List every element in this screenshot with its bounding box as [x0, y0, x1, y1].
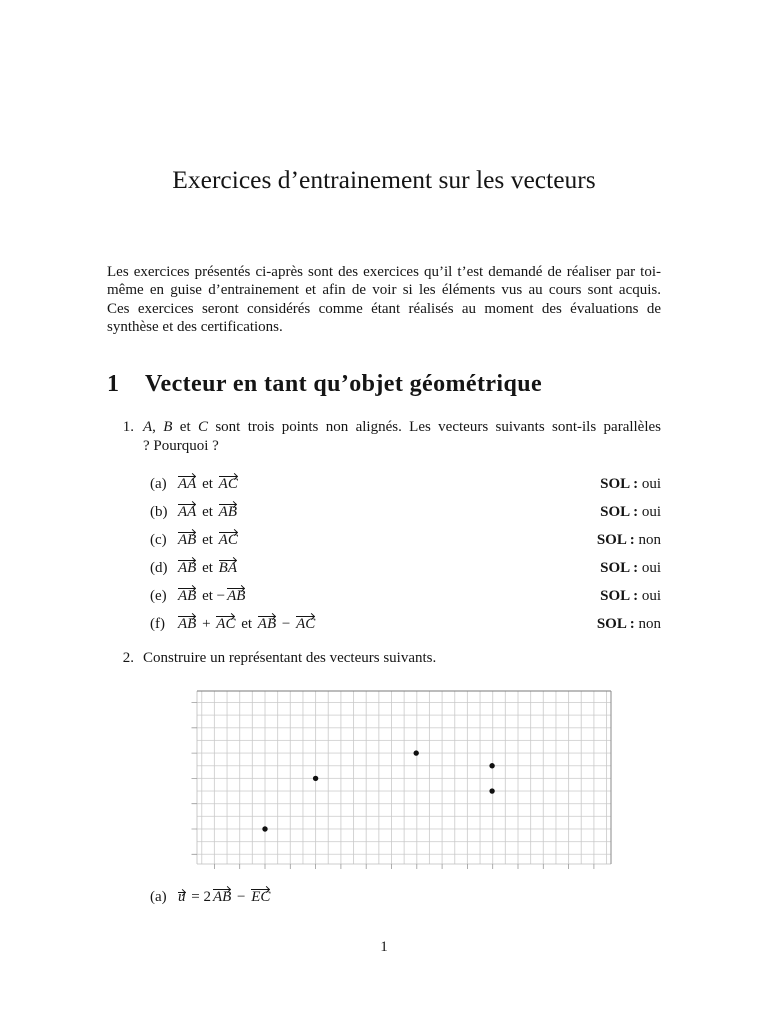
document-title: Exercices d’entrainement sur les vecteurs: [172, 165, 596, 194]
point-b-label: B: [163, 419, 173, 435]
solution-label: SOL :: [600, 476, 639, 492]
solution-value: oui: [641, 504, 661, 520]
vector: BA: [218, 560, 237, 576]
grid-point: [489, 788, 494, 793]
sub-item-a: [150, 883, 661, 911]
section-number: 1: [107, 371, 119, 397]
operator-text: −: [278, 616, 295, 632]
operator-text: et −: [198, 588, 226, 604]
x-axis-ticks: [214, 864, 594, 869]
solution-label: SOL :: [600, 504, 639, 520]
vector: EC: [251, 889, 271, 905]
question-text: sont trois points non alignés. Les vecteurs suivants sont-ils parallèles: [208, 419, 662, 435]
intro-paragraph: [107, 263, 661, 337]
operator-text: −: [233, 889, 250, 905]
intro-line-2: même en guise d’entrainement et afin de voir si les éléments vus au cours sont acquis.: [107, 282, 661, 299]
coordinate-grid: [185, 684, 617, 874]
operator-text: = 2: [187, 889, 211, 905]
y-axis-ticks: [192, 703, 198, 855]
vector-expression: [177, 883, 271, 911]
vector: AB: [218, 504, 237, 520]
vector-expression: [177, 470, 239, 498]
intro-line-4: synthèse et des certifications.: [107, 319, 283, 336]
sub-item-label: (c): [150, 532, 167, 548]
question-line-2: ? Pourquoi ?: [143, 438, 219, 454]
vector: AB: [212, 889, 232, 905]
grid-lines: [197, 691, 611, 864]
solution-label: SOL :: [600, 588, 639, 604]
solution: [600, 470, 661, 498]
operator-text: et: [198, 560, 217, 576]
grid-point: [313, 776, 318, 781]
solution-label: SOL :: [596, 616, 635, 632]
section-heading: [107, 370, 667, 398]
grid-point: [414, 750, 419, 755]
sub-item-label: (a): [150, 889, 167, 905]
solution-value: oui: [641, 476, 661, 492]
vector: AA: [178, 476, 197, 492]
exercise-2: [107, 649, 661, 668]
vector: AB: [257, 616, 277, 632]
sub-item-b: [150, 498, 661, 526]
solution: [597, 526, 661, 554]
page-number: 1: [380, 939, 388, 955]
sub-item-label: (d): [150, 560, 168, 576]
sub-item-d: [150, 554, 661, 582]
sub-item-c: [150, 526, 661, 554]
exercise-1-sub-items: [150, 470, 661, 638]
vector: AB: [178, 588, 197, 604]
exercise-1: [107, 418, 661, 456]
exercise-number: 2.: [122, 650, 134, 666]
solution: [597, 610, 661, 638]
sub-item-a: [150, 470, 661, 498]
question-line-1: [143, 418, 661, 437]
vector: AC: [296, 616, 316, 632]
point-c-label: C: [197, 419, 208, 435]
exercise-number: 1.: [122, 419, 134, 435]
sub-item-label: (e): [150, 588, 167, 604]
operator-text: et: [198, 504, 217, 520]
solution-value: oui: [641, 588, 661, 604]
operator-text: et: [237, 616, 256, 632]
question-separator: ,: [152, 419, 164, 435]
vector: AC: [218, 532, 238, 548]
operator-text: et: [198, 532, 217, 548]
solution-value: non: [638, 532, 661, 548]
vector-expression: [177, 610, 316, 638]
sub-item-label: (f): [150, 616, 165, 632]
exercise-2-question: Construire un représentant des vecteurs suivants.: [143, 650, 437, 666]
solution: [600, 498, 661, 526]
question-separator: et: [172, 419, 198, 435]
vector: AB: [178, 532, 197, 548]
operator-text: et: [198, 476, 217, 492]
grid-point: [262, 826, 267, 831]
intro-line-1: Les exercices présentés ci-après sont des exercices qu’il t’est demandé de réaliser par toi-: [107, 264, 661, 280]
vector: u: [178, 889, 186, 905]
vector: AB: [178, 560, 197, 576]
vector: AB: [227, 588, 246, 604]
solution-value: oui: [641, 560, 661, 576]
sub-item-label: (a): [150, 476, 167, 492]
grid-point: [489, 763, 494, 768]
vector-expression: [177, 498, 238, 526]
exercise-1-question: [143, 418, 661, 456]
sub-item-label: (b): [150, 504, 168, 520]
vector-expression: [177, 554, 238, 582]
intro-line-3: Ces exercices seront considérés comme étant réalisés au moment des évaluations de: [107, 300, 661, 317]
solution: [600, 582, 661, 610]
vector-expression: [177, 526, 239, 554]
solution: [600, 554, 661, 582]
vector: AA: [178, 504, 197, 520]
sub-item-f: [150, 610, 661, 638]
solution-label: SOL :: [596, 532, 635, 548]
solution-value: non: [638, 616, 661, 632]
section-title: Vecteur en tant qu’objet géométrique: [145, 371, 543, 397]
point-a-label: A: [143, 419, 153, 435]
vector: AC: [218, 476, 238, 492]
vector: AC: [216, 616, 236, 632]
vector-expression: [177, 582, 246, 610]
vector: AB: [178, 616, 197, 632]
operator-text: +: [198, 616, 215, 632]
solution-label: SOL :: [600, 560, 639, 576]
exercise-2-sub-items: [150, 883, 661, 911]
sub-item-e: [150, 582, 661, 610]
